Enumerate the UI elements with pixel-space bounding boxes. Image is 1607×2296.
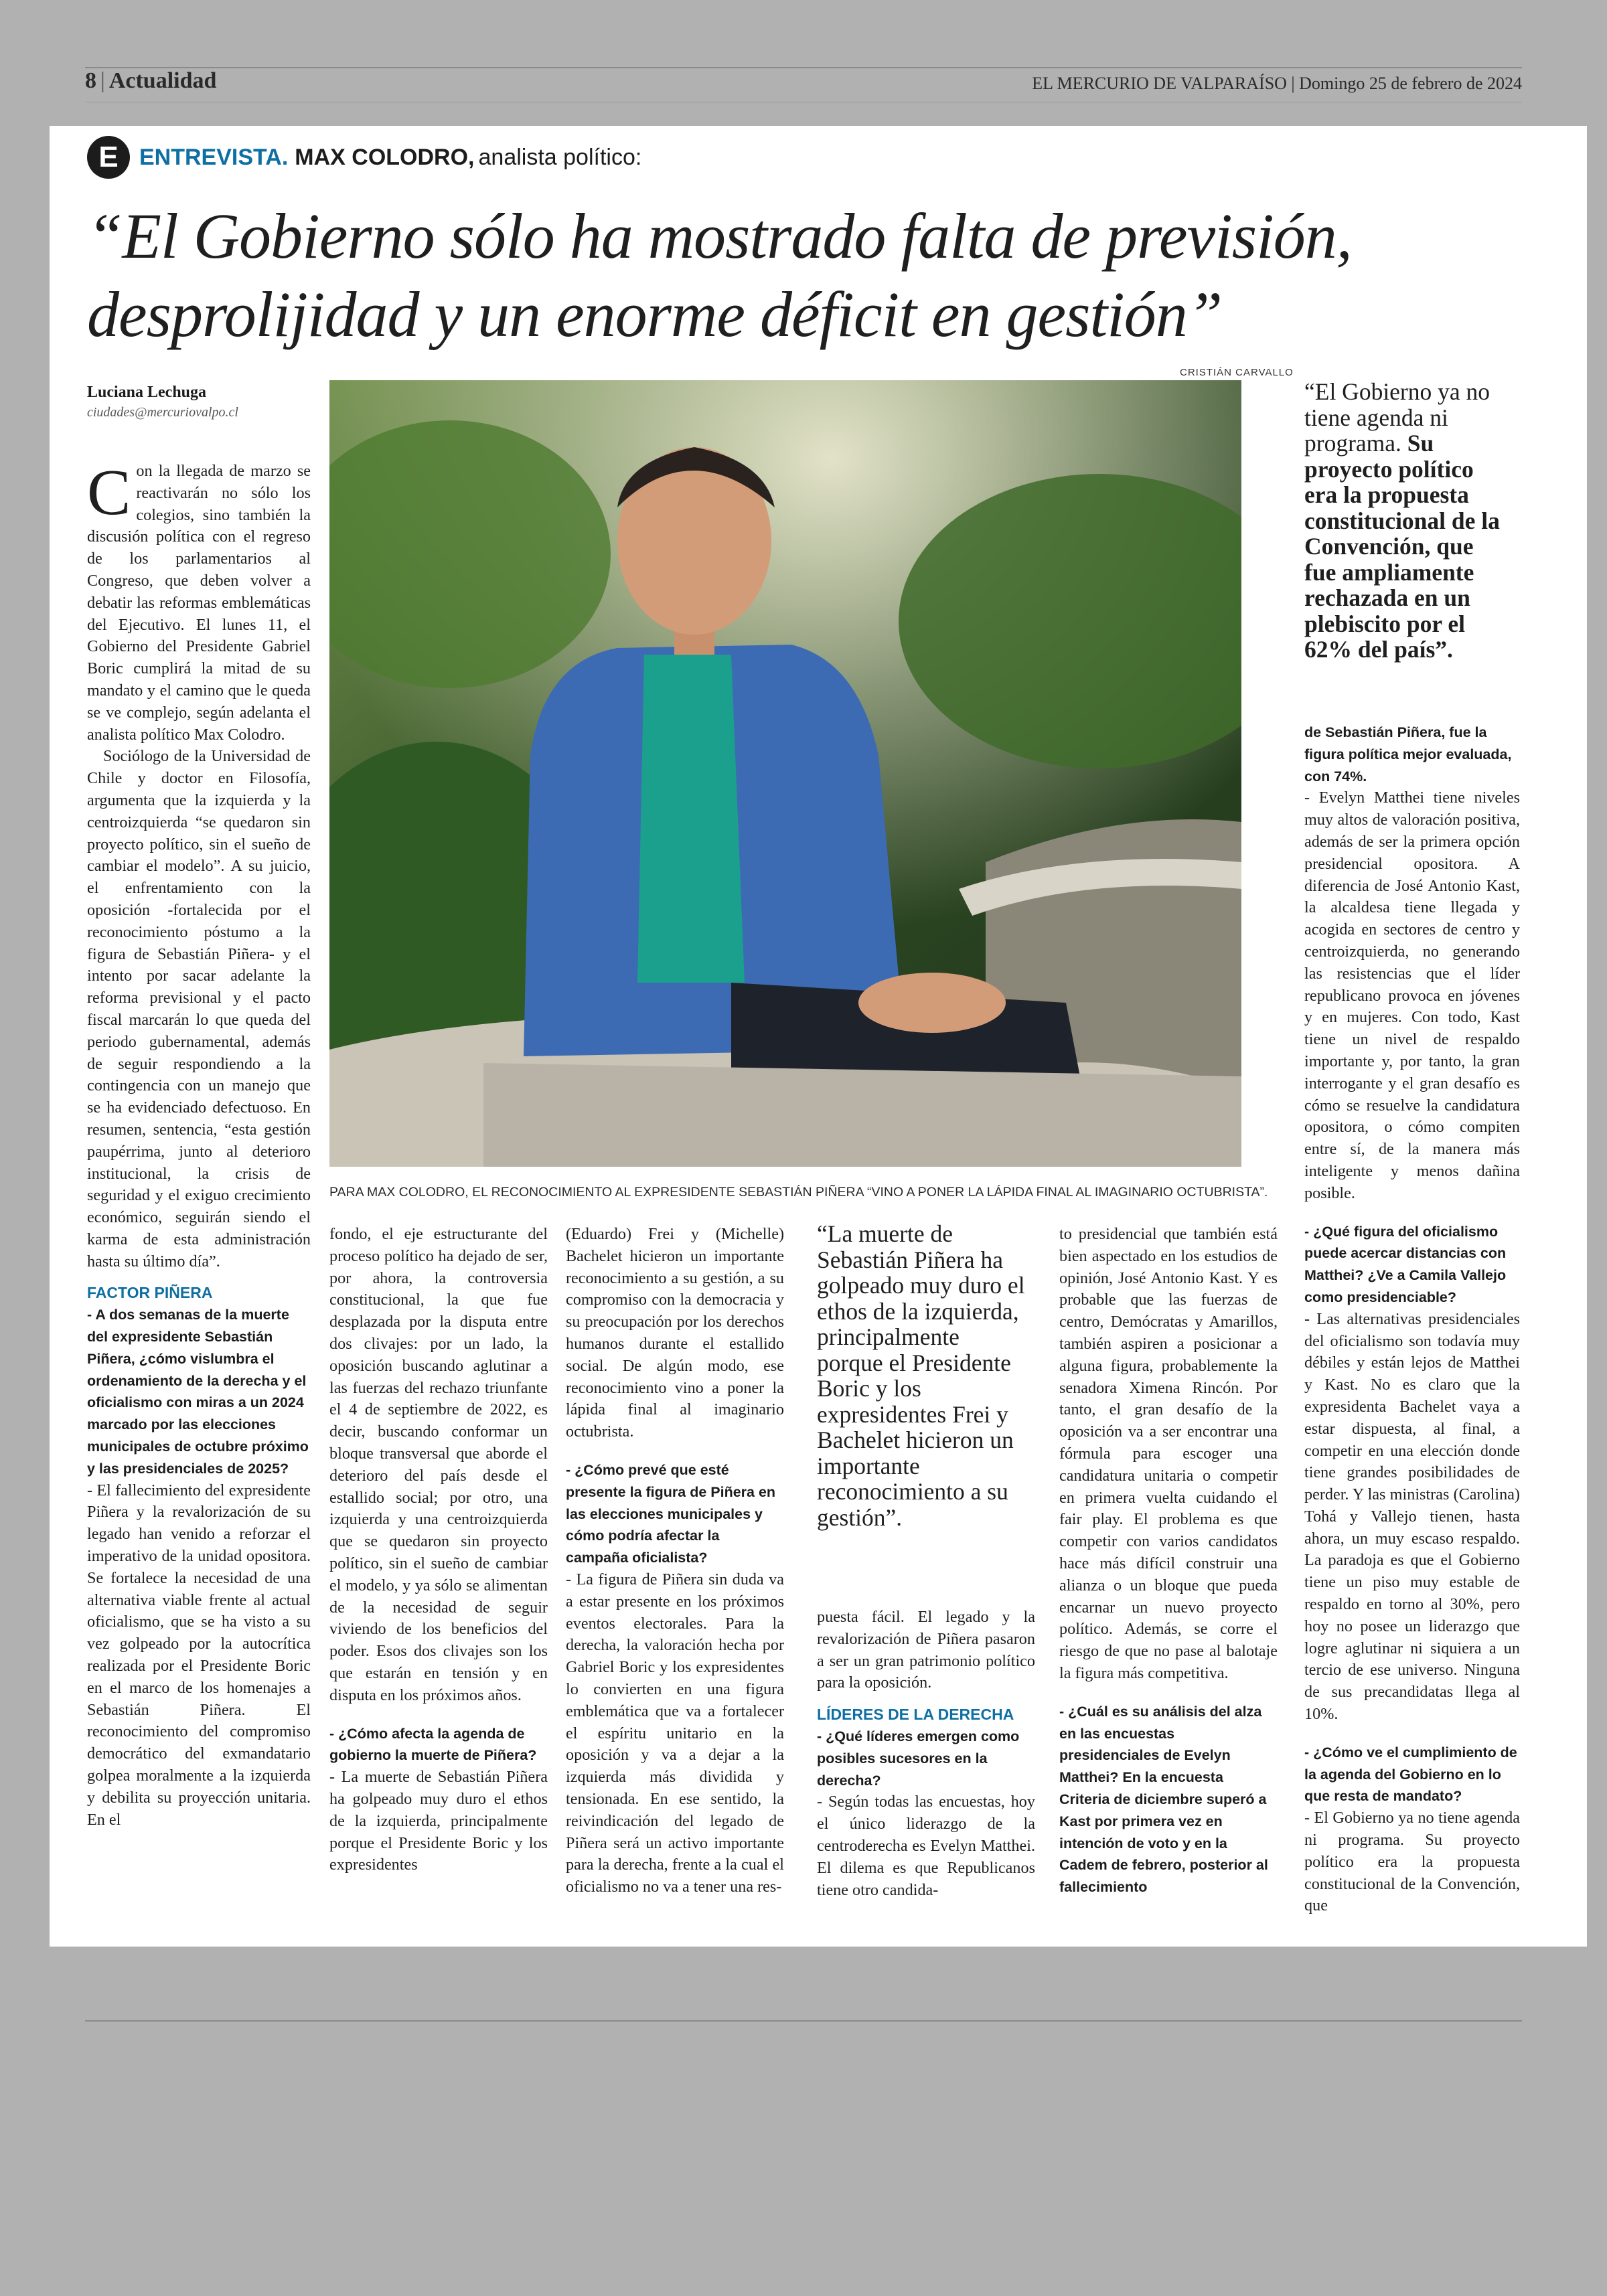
article-column-4 [817,1607,1035,1901]
section-name: Actualidad [108,68,217,93]
section-heading-lideres: LÍDERES DE LA DERECHA [817,1706,1014,1724]
paragraph: (Eduardo) Frei y (Michelle) Bachelet hicieron un importante reconocimiento a su gestión, a su compromiso con la democracia y su preocupación por los derechos humanos durante el estallido social. De algún modo, ese reconocimiento vino a poner la lápida final al imaginario octubrista. [566,1225,784,1441]
byline-email: ciudades@mercuriovalpo.cl [87,405,238,420]
interview-question: - ¿Cómo prevé que esté presente la figura de Piñera en las elecciones municipales y cómo podría afectar la campaña oficialista? [566,1461,776,1566]
section-heading-factor-pinera: FACTOR PIÑERA [87,1284,213,1302]
interview-answer: - La figura de Piñera sin duda va a estar presente en los próximos eventos electorales. Para la derecha, la valoración hecha por Gabriel Boric y los expresidentes lo convierten en una figura emblemática que va a fortalecer el espíritu unitario en la oposición y va a dejar a la izquierda más dividida y tensionada. En ese sentido, la reivindicación del legado de Piñera será un activo importante para la derecha, frente a la cual el oficialismo no va a tener una res- [566,1570,784,1896]
kicker-role: analista político: [478,144,642,170]
interview-answer: - El fallecimiento del expresidente Piñera y la revalorización de su legado han venido a reforzar el imperativo de la unidad opositora. Se fortalece la necesidad de una alternativa viable frente al actual oficialismo, que se ha visto a su vez golpeado por la autocrítica realizada por el Presidente Boric en el marco de los homenajes a Sebastián Piñera. El reconocimiento del compromiso democrático del exmandatario golpea moralmente a la izquierda y debilita su proyección unitaria. En el [87,1481,311,1829]
paragraph: fondo, el eje estructurante del proceso político ha dejado de ser, por ahora, la controversia constitucional, la que fue desplazada por la disputa entre dos clivajes: por un lado, la oposición buscando aglutinar a las fuerzas del rechazo triunfante el 4 de septiembre de 2022, es decir, buscando conformar un bloque transversal que aborde el deterioro del país desde el estallido social; por otro, una izquierda y una centroizquierda que se quedaron sin proyecto político, sin el sueño de cambiar el modelo, y ya sólo se alimentan de la necesidad de seguir viviendo de los beneficios del poder. Esos dos clivajes son los que estarán en tensión y en disputa en los próximos años. [329,1225,548,1704]
article-column-2 [329,1224,548,1876]
kicker-label: ENTREVISTA. [139,144,289,170]
interview-question: - ¿Cuál es su análisis del alza en las encuestas presidenciales de Evelyn Matthei? En la encuesta Criteria de diciembre superó a Kast por primera vez en intención de voto y en la Cadem de febrero, posterior al fallecimiento [1059,1703,1268,1896]
paragraph: to presidencial que también está bien aspectado en los estudios de opinión, José Antonio Kast. Y es probable que las fuerzas de centro, Demócratas y Amarillos, también aspiren a posicionar a alguna figura, probablemente la senadora Ximena Rincón. Por tanto, el gran desafío de la oposición va a ser encontrar una fórmula para escoger una candidatura unitaria o competir en primera vuelta cuidando el fair play. El problema es que competir con varios candidatos hace más difícil construir una alianza o un bloque que pueda encarnar un nuevo proyecto político. Además, se corre el riesgo de que no pase al balotaje la figura más competitiva. [1059,1225,1278,1682]
page-section-label: 8 | Actualidad [85,68,217,93]
interview-answer: - Las alternativas presidenciales del oficialismo son todavía muy débiles y están lejos de Matthei y Kast. No es claro que la expresidenta Bachelet vaya a estar dispuesta, al final, a competir en una elección donde tiene grandes posibilidades de perder. Y las ministras (Carolina) Tohá y Vallejo tienen, hasta ahora, un muy escaso respaldo. La paradoja es que el Gobierno tiene un piso muy estable de respaldo en torno al 30%, pero hoy no posee un liderazgo que logre aglutinar ni siquiera a un tercio de ese universo. Ninguna de sus precandidatas llega al 10%. [1304,1309,1520,1724]
paragraph: Sociólogo de la Universidad de Chile y doctor en Filosofía, argumenta que la izquierda y la centroizquierda “se quedaron sin proyecto político, sin el sueño de cambiar el modelo”. A su juicio, el enfrentamiento con la oposición -fortalecida por el reconocimiento póstumo a la figura de Sebastián Piñera- y el intento por sacar adelante la reforma previsional y el pacto fiscal marcarán lo que queda del periodo gubernamental, además de seguir respondiendo a la contingencia con un manejo que se ha evidenciado defectuoso. En resumen, sentencia, “esta gestión paupérrima, junto al deterioro institucional, la crisis de seguridad y el exiguo crecimiento económico, seguirán siendo el karma de esta administración hasta su último día”. [87,747,311,1270]
interview-answer: - La muerte de Sebastián Piñera ha golpeado muy duro el ethos de la izquierda, principalmente porque el Presidente Boric y los expresidentes [329,1768,548,1874]
interview-question: - ¿Cómo ve el cumplimiento de la agenda del Gobierno en lo que resta de mandato? [1304,1744,1517,1805]
entrevista-badge: E [87,136,130,179]
pull-quote-right [1304,379,1509,663]
footer-rule [85,2020,1522,2022]
newspaper-page [50,126,1587,1947]
headline [87,197,1547,353]
interview-answer: - Según todas las encuestas, hoy el único liderazgo de la centroderecha es Evelyn Matthei. El dilema es que Republicanos tiene otro candida- [817,1793,1035,1899]
interview-question: - ¿Qué líderes emergen como posibles sucesores en la derecha? [817,1728,1020,1789]
kicker [87,134,641,181]
photo-caption: PARA MAX COLODRO, EL RECONOCIMIENTO AL EXPRESIDENTE SEBASTIÁN PIÑERA “VINO A PONER LA LÁPIDA FINAL AL IMAGINARIO OCTUBRISTA”. [329,1185,1268,1200]
portrait-photo-illustration [329,380,1241,1167]
portrait-photo [329,380,1241,1167]
header-rule-top [85,67,1522,68]
interview-question-continued: de Sebastián Piñera, fue la figura política mejor evaluada, con 74%. [1304,724,1512,785]
interview-question: - A dos semanas de la muerte del expresidente Sebastián Piñera, ¿cómo vislumbra el ordenamiento de la derecha y el oficialismo con miras a un 2024 marcado por las elecciones municipales de octubre próximo y las presidenciales de 2025? [87,1307,309,1477]
publication-date-line: EL MERCURIO DE VALPARAÍSO | Domingo 25 de febrero de 2024 [1032,74,1522,93]
byline-author: Luciana Lechuga [87,384,207,401]
article-column-6 [1304,722,1520,1917]
article-column-3 [566,1224,784,1898]
interview-answer: - Evelyn Matthei tiene niveles muy altos de valoración positiva, además de ser la primera opción presidencial opositora. A diferencia de José Antonio Kast, la alcaldesa tiene llegada y acogida en sectores de centro y centroizquierda, no generando las resistencias que el líder republicano provoca en jóvenes y en mujeres. Con todo, Kast tiene un nivel de respaldo importante y, por tanto, la gran interrogante y el gran desafío es cómo se resuelve la candidatura opositora, o cómo compiten entre sí, de la manera más inteligente y menos dañina posible. [1304,789,1520,1202]
interview-answer: - El Gobierno ya no tiene agenda ni programa. Su proyecto político era la propuesta constitucional de la Convención, que [1304,1809,1520,1915]
drop-cap: C [87,457,131,529]
photo-credit: CRISTIÁN CARVALLO [1180,367,1294,378]
pull-quote-center: “La muerte de Sebastián Piñera ha golpeado muy duro el ethos de la izquierda, principalmente porque el Presidente Boric y los expresidentes Frei y Bachelet hicieron un importante reconocimiento a su gestión”. [817,1220,1025,1531]
pull-quote-right-regular: “El Gobierno ya no tiene agenda ni programa. [1304,378,1490,457]
interview-question: - ¿Cómo afecta la agenda de gobierno la muerte de Piñera? [329,1725,537,1764]
paragraph: puesta fácil. El legado y la revalorización de Piñera pasaron a ser un gran patrimonio político para la oposición. [817,1608,1035,1692]
headline-line-1: “El Gobierno sólo ha mostrado falta de previsión, [87,200,1352,272]
kicker-name: MAX COLODRO, [295,144,475,170]
article-column-5 [1059,1224,1278,1898]
pull-quote-right-bold: Su proyecto político era la propuesta constitucional de la Convención, que fue ampliamente rechazada en un plebiscito por el 62% del país”. [1304,430,1500,663]
interview-question: - ¿Qué figura del oficialismo puede acercar distancias con Matthei? ¿Ve a Camila Vallejo como presidenciable? [1304,1223,1507,1305]
headline-line-2: desprolijidad y un enorme déficit en gestión” [87,278,1223,350]
article-column-1: Con la llegada de marzo se reactivarán no sólo los colegios, sino también la discusión política con el regreso de los parlamentarios al Congreso, que deben volver a debatir las reformas emblemáticas del Ejecutivo. El lunes 11, el Gobierno del Presidente Gabriel Boric cumplirá la mitad de su mandato y el camino que le queda se ve complejo, según adelanta el analista político Max Colodro. Sociólogo de la Universidad de Chile y doctor en Filosofía, argumenta que la izquierda y la centroizquierda “se quedaron sin proyecto político, sin el sueño de cambiar el modelo”. A su juicio, el enfrentamiento con la oposición -fortalecida por el reconocimiento póstumo a la figura de Sebastián Piñera- y el intento por sacar adelante la reforma previsional y el pacto fiscal marcarán lo que queda del periodo gubernamental, además de seguir respondiendo a la contingencia con un manejo que se ha evidenciado defectuoso. En resumen, sentencia, “esta gestión paupérrima, junto al deterioro institucional, la crisis de seguridad y el exiguo crecimiento económico, seguirán siendo el karma de esta administración hasta su último día”. FACTOR PIÑERA - A dos semanas de la muerte del expresidente Sebastián Piñera, ¿cómo vislumbra el ordenamiento de la derecha y el oficialismo con miras a un 2024 marcado por las elecciones municipales de octubre próximo y las presidenciales de 2025? - El fallecimiento del expresidente Piñera y la revalorización de su legado han venido a reforzar el imperativo de la unidad opositora. Se fortalece la necesidad de una alternativa viable frente al actual oficialismo, que se ha visto a su vez golpeado por la autocrítica realizada por el Presidente Boric en el marco de los homenajes a Sebastián Piñera. El reconocimiento del compromiso democrático del exmandatario golpea moralmente a la izquierda y debilita su proyección unitaria. En el [87,461,311,1831]
